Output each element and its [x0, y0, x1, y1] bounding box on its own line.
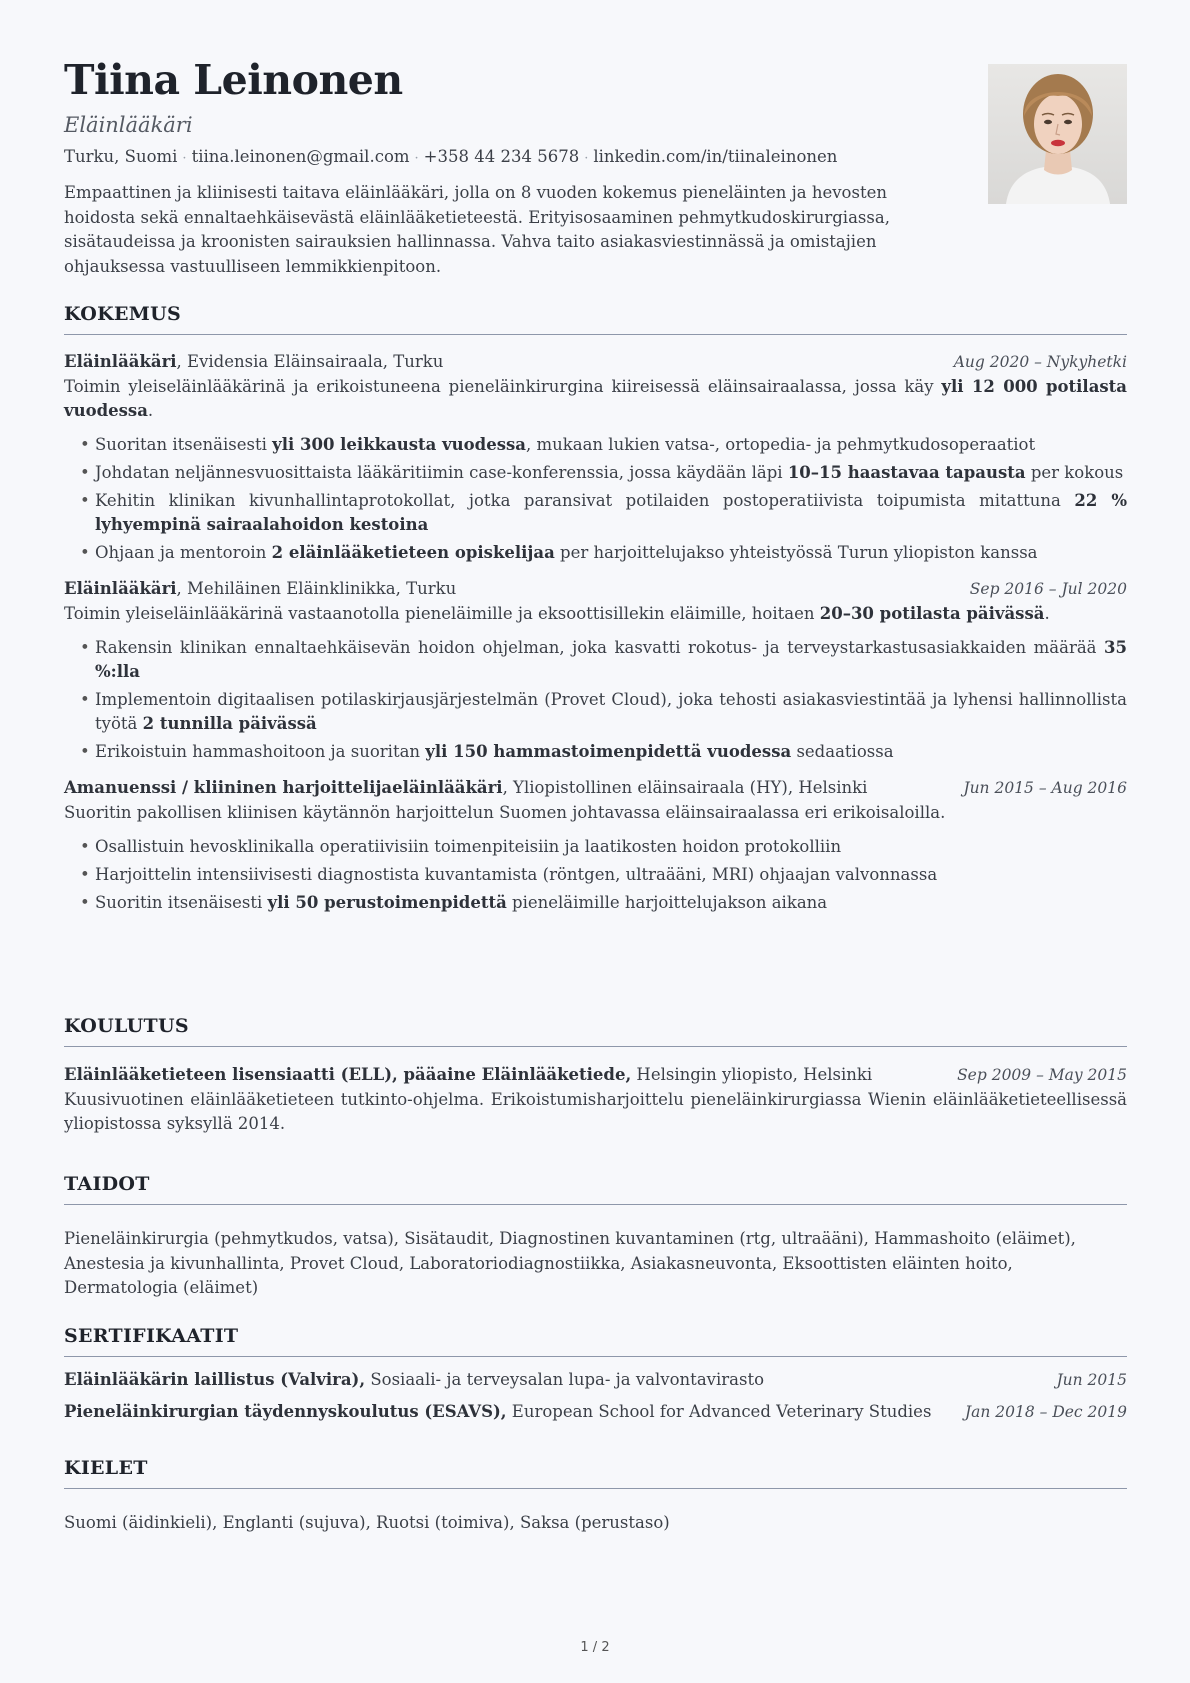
job-title: Eläinlääkäri [64, 113, 193, 138]
education-degree: Eläinlääketieteen lisensiaatti (ELL), pääaine Eläinlääketiede, [64, 1065, 632, 1084]
list-item: • Rakensin klinikan ennaltaehkäisevän hoidon ohjelman, joka kasvatti rokotus- ja terveystarkastusasiakkaiden määrää 35 %:lla [64, 636, 1127, 684]
languages-heading: KIELET [64, 1457, 1127, 1489]
education-heading: KOULUTUS [64, 1015, 1127, 1047]
entry-description: Toimin yleiseläinlääkärinä ja erikoistuneena pieneläinkirurgina kiireisessä eläinsairaalassa, jossa käy yli 12 000 potilasta vuodessa. [64, 377, 1127, 420]
list-item: • Johdatan neljännesvuosittaista lääkäritiimin case-konferenssia, jossa käydään läpi 10–15 haastavaa tapausta per kokous [64, 461, 1127, 485]
entry-role: Eläinlääkäri [64, 352, 177, 371]
entry-org: , Mehiläinen Eläinklinikka, Turku [176, 579, 457, 598]
certificate-entry [64, 1370, 1127, 1389]
entry-date: Jun 2015 – Aug 2016 [963, 779, 1127, 797]
education-org: Helsingin yliopisto, Helsinki [631, 1065, 873, 1084]
contact-phone[interactable]: +358 44 234 5678 [423, 147, 580, 167]
education-entry [64, 1065, 1127, 1136]
profile-photo [988, 64, 1127, 204]
experience-entry [64, 352, 1127, 565]
entry-date: Sep 2016 – Jul 2020 [969, 580, 1127, 598]
certificate-name: Pieneläinkirurgian täydennyskoulutus (ESAVS), [64, 1402, 507, 1421]
languages-list: Suomi (äidinkieli), Englanti (sujuva), Ruotsi (toimiva), Saksa (perustaso) [64, 1513, 670, 1532]
entry-header [64, 579, 1127, 598]
portrait-image [988, 64, 1127, 204]
page-number: 1 / 2 [580, 1640, 610, 1655]
entry-description: Suoritin pakollisen kliinisen käytännön harjoittelun Suomen johtavassa eläinsairaalassa eri erikoisaloilla. [64, 803, 946, 822]
experience-entry [64, 778, 1127, 915]
skills-heading: TAIDOT [64, 1173, 1127, 1205]
entry-bullets [64, 636, 1127, 764]
entry-date: Jun 2015 [1056, 1371, 1127, 1389]
list-item: • Osallistuin hevosklinikalla operatiivisiin toimenpiteisiin ja laatikosten hoidon protokolliin [64, 835, 1127, 859]
list-item: • Implementoin digitaalisen potilaskirjausjärjestelmän (Provet Cloud), joka tehosti asiakasviestintää ja lyhensi hallinnollista työtä 2 tunnilla päivässä [64, 688, 1127, 736]
entry-header [64, 1065, 1127, 1084]
candidate-name: Tiina Leinonen [64, 56, 403, 104]
entry-header [64, 778, 1127, 797]
entry-description: Toimin yleiseläinlääkärinä vastaanotolla pieneläimille ja eksoottisillekin eläimille, hoitaen 20–30 potilasta päivässä. [64, 604, 1050, 623]
list-item: • Suoritan itsenäisesti yli 300 leikkausta vuodessa, mukaan lukien vatsa-, ortopedia- ja pehmytkudosoperaatiot [64, 433, 1127, 457]
languages-section [64, 1457, 1127, 1536]
experience-entry [64, 579, 1127, 764]
certificates-section [64, 1325, 1127, 1421]
skills-list: Pieneläinkirurgia (pehmytkudos, vatsa), Sisätaudit, Diagnostinen kuvantaminen (rtg, ultraääni), Hammashoito (eläimet), Anestesia ja kivunhallinta, Provet Cloud, Laboratoriodiagnostiikka, Asiakasneuvonta, Eksoottisten eläinten hoito, Dermatologia (eläimet) [64, 1229, 1076, 1297]
contact-linkedin[interactable]: linkedin.com/in/tiinaleinonen [593, 147, 838, 167]
entry-role: Amanuenssi / kliininen harjoittelijaeläinlääkäri [64, 778, 503, 797]
list-item: • Kehitin klinikan kivunhallintaprotokollat, jotka paransivat potilaiden postoperatiivista toipumista mitattuna 22 % lyhyempinä sairaalahoidon kestoina [64, 489, 1127, 537]
list-item: • Harjoittelin intensiivisesti diagnostista kuvantamista (röntgen, ultraääni, MRI) ohjaajan valvonnassa [64, 863, 1127, 887]
entry-org: , Evidensia Eläinsairaala, Turku [176, 352, 444, 371]
entry-date: Jan 2018 – Dec 2019 [964, 1403, 1127, 1421]
list-item: • Erikoistuin hammashoitoon ja suoritan yli 150 hammastoimenpidettä vuodessa sedaatiossa [64, 740, 1127, 764]
entry-role: Eläinlääkäri [64, 579, 177, 598]
certificate-name: Eläinlääkärin laillistus (Valvira), [64, 1370, 366, 1389]
skills-section [64, 1173, 1127, 1301]
entry-date: Aug 2020 – Nykyhetki [953, 353, 1127, 371]
experience-heading: KOKEMUS [64, 303, 1127, 335]
contact-location: Turku, Suomi [64, 147, 178, 167]
profile-summary: Empaattinen ja kliinisesti taitava eläinlääkäri, jolla on 8 vuoden kokemus pieneläinten ja hevosten hoidosta sekä ennaltaehkäisevästä eläinlääketieteestä. Erityisosaaminen pehmytkudoskirurgiassa, sisätaudeissa ja kroonisten sairauksien hallinnassa. Vahva taito asiakasviestinnässä ja omistajien ohjauksessa vastuulliseen lemmikkienpitoon. [64, 183, 890, 276]
entry-date: Sep 2009 – May 2015 [957, 1066, 1127, 1084]
resume-header [64, 58, 1127, 279]
list-item: • Ohjaan ja mentoroin 2 eläinlääketieteen opiskelijaa per harjoittelujakso yhteistyössä Turun yliopiston kanssa [64, 541, 1127, 565]
certificates-heading: SERTIFIKAATIT [64, 1325, 1127, 1357]
entry-bullets [64, 835, 1127, 915]
certificate-org: Sosiaali- ja terveysalan lupa- ja valvontavirasto [365, 1370, 765, 1389]
experience-section [64, 303, 1127, 919]
contact-email[interactable]: tiina.leinonen@gmail.com [191, 147, 410, 167]
entry-header [64, 352, 1127, 371]
contact-line: Turku, Suomi · tiina.leinonen@gmail.com · +358 44 234 5678 · linkedin.com/in/tiinaleinonen [64, 147, 838, 167]
education-section [64, 1015, 1127, 1136]
entry-org: , Yliopistollinen eläinsairaala (HY), Helsinki [502, 778, 868, 797]
education-description: Kuusivuotinen eläinlääketieteen tutkinto-ohjelma. Erikoistumisharjoittelu pieneläinkirurgiassa Wienin eläinlääketieteellisessä yliopistossa syksyllä 2014. [64, 1090, 1127, 1133]
list-item: • Suoritin itsenäisesti yli 50 perustoimenpidettä pieneläimille harjoittelujakson aikana [64, 891, 1127, 915]
entry-bullets [64, 433, 1127, 565]
certificate-entry [64, 1402, 1127, 1421]
certificate-org: European School for Advanced Veterinary Studies [506, 1402, 932, 1421]
